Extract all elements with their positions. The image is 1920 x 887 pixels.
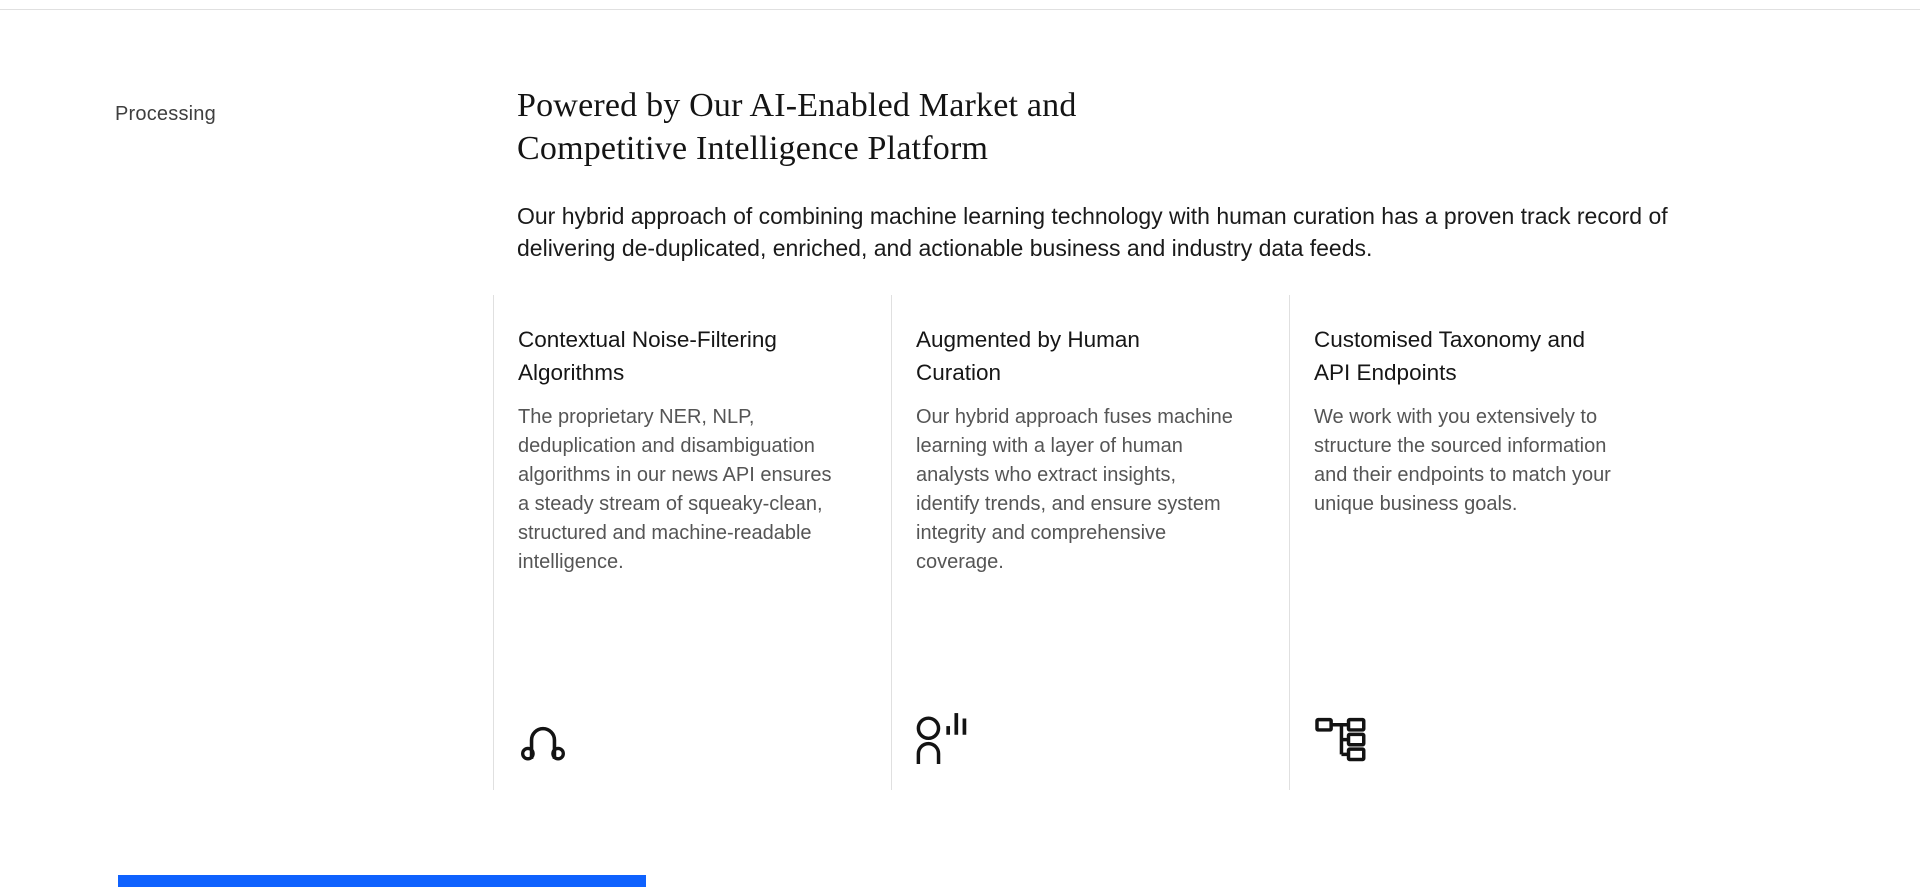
card-description: The proprietary NER, NLP, deduplication and disambiguation algorithms in our news API ensures a steady stream of squeaky-clean, structured and machine-readable intelligence. bbox=[518, 406, 832, 573]
section-heading: Powered by Our AI-Enabled Market and Competitive Intelligence Platform bbox=[517, 87, 1077, 167]
card-title: Customised Taxonomy and API Endpoints bbox=[1314, 327, 1585, 385]
feature-cards-row bbox=[493, 295, 1687, 790]
section-eyebrow-label: Processing bbox=[115, 103, 216, 125]
feature-card-human-curation bbox=[891, 295, 1289, 790]
card-title: Augmented by Human Curation bbox=[916, 327, 1140, 385]
headphones-icon bbox=[518, 712, 574, 766]
user-analytics-icon bbox=[916, 712, 972, 766]
section-subheading: Our hybrid approach of combining machine learning technology with human curation has a proven track record of delivering de-duplicated, enriched, and actionable business and industry data feeds. bbox=[517, 203, 1668, 261]
top-divider-rule bbox=[0, 9, 1920, 10]
card-description: Our hybrid approach fuses machine learning with a layer of human analysts who extract insights, identify trends, and ensure system integrity and comprehensive coverage. bbox=[916, 406, 1233, 573]
card-description: We work with you extensively to structure the sourced information and their endpoints to match your unique business goals. bbox=[1314, 406, 1611, 515]
feature-card-taxonomy-api bbox=[1289, 295, 1687, 790]
feature-card-noise-filtering bbox=[493, 295, 891, 790]
taxonomy-tree-icon bbox=[1314, 712, 1370, 766]
bottom-accent-bar bbox=[118, 875, 646, 887]
card-title: Contextual Noise-Filtering Algorithms bbox=[518, 327, 777, 385]
